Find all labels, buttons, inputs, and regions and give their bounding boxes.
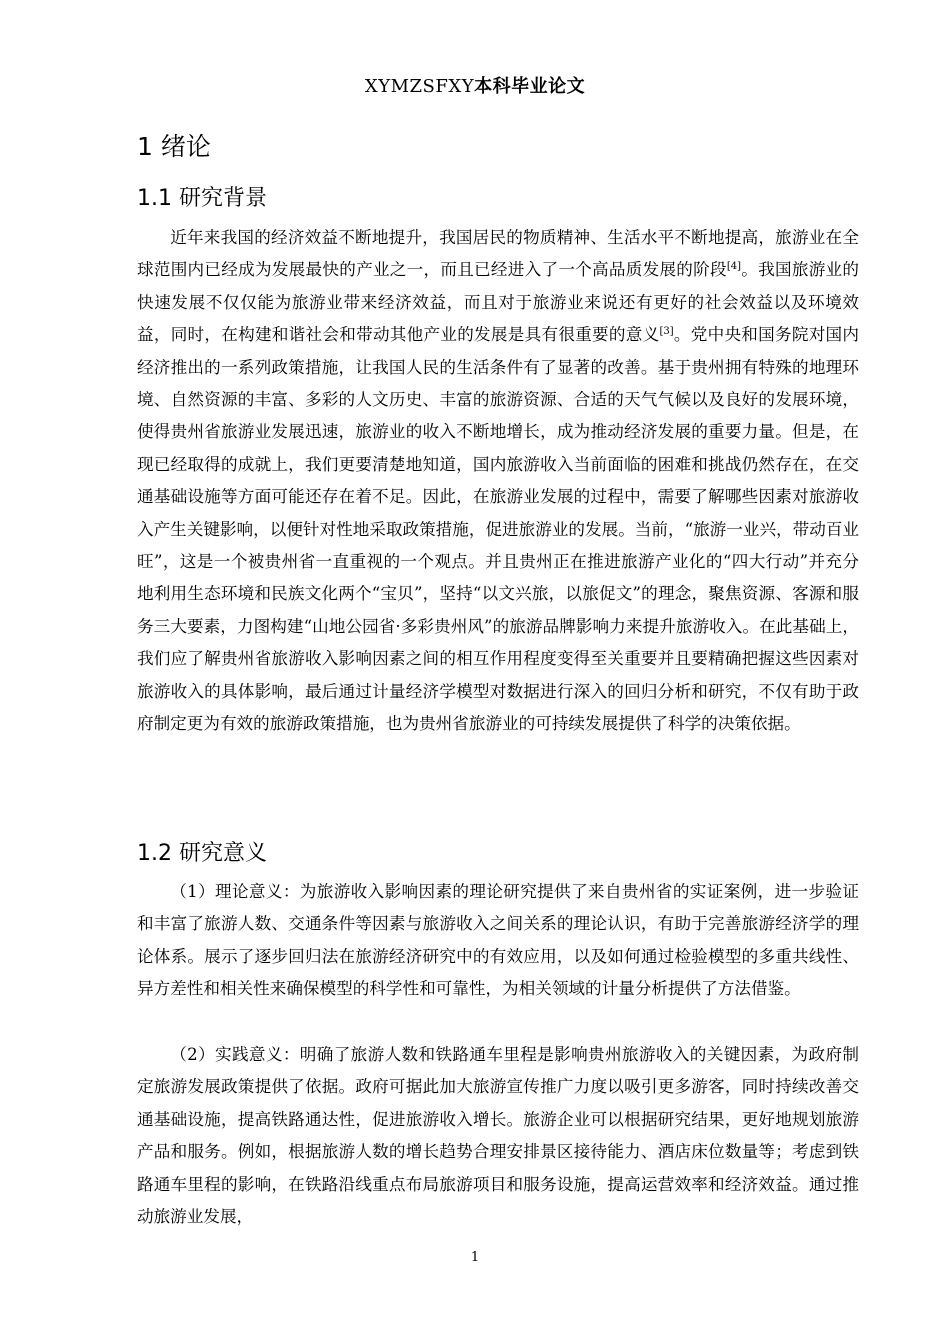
citation-3: [3] [659,326,674,338]
section-title-significance: 1.2 研究意义 [137,841,267,866]
theoretical-significance-paragraph: （1）理论意义：为旅游收入影响因素的理论研究提供了来自贵州省的实证案例，进一步验证和丰富了旅游人数、交通条件等因素与旅游收入之间关系的理论认识，有助于完善旅游经济学的理论体系。展示了逐步回归法在旅游经济研究中的有效应用，以及如何通过检验模型的多重共线性、异方差性和相关性来确保模型的科学性和可靠性，为相关领域的计量分析提供了方法借鉴。 [137,882,859,999]
practical-significance-paragraph: （2）实践意义：明确了旅游人数和铁路通车里程是影响贵州旅游收入的关键因素，为政府制定旅游发展政策提供了依据。政府可据此加大旅游宣传推广力度以吸引更多游客，同时持续改善交通基础设施，提高铁路通达性，促进旅游收入增长。旅游企业可以根据研究结果，更好地规划旅游产品和服务。例如，根据旅游人数的增长趋势合理安排景区接待能力、酒店床位数量等；考虑到铁路通车里程的影响，在铁路沿线重点布局旅游项目和服务设施，提高运营效率和经济效益。通过推动旅游业发展， [137,1045,859,1227]
running-header [0,72,950,98]
background-text-a: 近年来我国的经济效益不断地提升，我国居民的物质精神、生活水平不断地提高，旅游业在全球范围内已经成为发展最快的产业之一，而且已经进入了一个高品质发展的阶段 [137,228,859,280]
section-title-background: 1.1 研究背景 [137,186,267,211]
background-text-b: 。我国旅游业的快速发展不仅仅能为旅游业带来经济效益，而且对于旅游业来说还有更好的社会效益以及环境效益，同时，在构建和谐社会和带动其他产业的发展是具有很重要的意义 [137,260,860,345]
background-paragraph [137,222,859,741]
chapter-title: 1 绪论 [137,132,211,161]
citation-4: [4] [726,261,742,273]
header-title: 本科毕业论文 [474,76,586,97]
background-text-c: 。党中央和国务院对国内经济推出的一系列政策措施，让我国人民的生活条件有了显著的改善。基于贵州拥有特殊的地理环境、自然资源的丰富、多彩的人文历史、丰富的旅游资源、合适的天气气候以及良好的发展环境，使得贵州省旅游业发展迅速，旅游业的收入不断地增长，成为推动经济发展的重要力量。但是，在现已经取得的成就上，我们更要清楚地知道，国内旅游收入当前面临的困难和挑战仍然存在，在交通基础设施等方面可能还存在着不足。因此，在旅游业发展的过程中，需要了解哪些因素对旅游收入产生关键影响，以便针对性地采取政策措施，促进旅游业的发展。当前，“旅游一业兴，带动百业旺”，这是一个被贵州省一直重视的一个观点。并且贵州正在推进旅游产业化的“四大行动”并充分地利用生态环境和民族文化两个“宝贝”，坚持“以文兴旅，以旅促文”的理念，聚焦资源、客源和服务三大要素，力图构建“山地公园省·多彩贵州风”的旅游品牌影响力来提升旅游收入。在此基础上，我们应了解贵州省旅游收入影响因素之间的相互作用程度变得至关重要并且要精确把握这些因素对旅游收入的具体影响，最后通过计量经济学模型对数据进行深入的回归分析和研究，不仅有助于政府制定更为有效的旅游政策措施，也为贵州省旅游业的可持续发展提供了科学的决策依据。 [137,325,860,734]
header-rule [135,100,815,101]
page-number: 1 [470,1250,480,1265]
header-code: XYMZSFXY [364,76,475,97]
